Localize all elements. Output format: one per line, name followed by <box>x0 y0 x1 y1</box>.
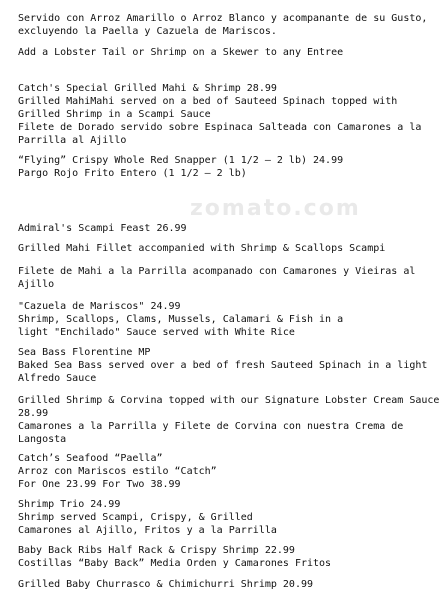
menu-line: Langosta <box>18 434 67 445</box>
menu-line: Servido con Arroz Amarillo o Arroz Blanco y acompanante de su Gusto, <box>18 13 428 24</box>
menu-item-title: Catch's Special Grilled Mahi & Shrimp 28.99 <box>18 83 277 94</box>
menu-line: Pargo Rojo Frito Entero (1 1/2 – 2 lb) <box>18 168 247 179</box>
menu-line: 28.99 <box>18 408 49 419</box>
menu-item-title: Sea Bass Florentine MP <box>18 347 151 358</box>
menu-line: Camarones al Ajillo, Fritos y a la Parrilla <box>18 525 277 536</box>
menu-line: Grilled Shrimp in a Scampi Sauce <box>18 109 211 120</box>
menu-line: Filete de Mahi a la Parrilla acompanado con Camarones y Vieiras al <box>18 266 416 277</box>
watermark: zomato.com <box>190 196 361 221</box>
menu-line: Grilled Mahi Fillet accompanied with Shrimp & Scallops Scampi <box>18 243 386 254</box>
menu-item-title: “Flying” Crispy Whole Red Snapper (1 1/2 – 2 lb) 24.99 <box>18 155 344 166</box>
menu-line: For One 23.99 For Two 38.99 <box>18 479 181 490</box>
menu-item-title: Catch’s Seafood “Paella” <box>18 453 163 464</box>
menu-line: Parrilla al Ajillo <box>18 135 127 146</box>
menu-line: Ajillo <box>18 279 55 290</box>
menu-line: excluyendo la Paella y Cazuela de Mariscos. <box>18 26 277 37</box>
menu-line: Costillas “Baby Back” Media Orden y Camarones Fritos <box>18 558 332 569</box>
menu-line: Arroz con Mariscos estilo “Catch” <box>18 466 217 477</box>
menu-item-title: "Cazuela de Mariscos" 24.99 <box>18 301 181 312</box>
menu-line: Shrimp served Scampi, Crispy, & Grilled <box>18 512 253 523</box>
menu-line: Shrimp, Scallops, Clams, Mussels, Calamari & Fish in a <box>18 314 344 325</box>
menu-line: Camarones a la Parrilla y Filete de Corvina con nuestra Crema de <box>18 421 404 432</box>
menu-line: light "Enchilado" Sauce served with White Rice <box>18 327 295 338</box>
menu-line: Alfredo Sauce <box>18 373 97 384</box>
menu-line: Grilled MahiMahi served on a bed of Sauteed Spinach topped with <box>18 96 398 107</box>
menu-item-title: Shrimp Trio 24.99 <box>18 499 121 510</box>
menu-item-title: Grilled Baby Churrasco & Chimichurri Shrimp 20.99 <box>18 579 314 590</box>
menu-line: Baked Sea Bass served over a bed of fresh Sauteed Spinach in a light <box>18 360 428 371</box>
menu-item-title: Admiral's Scampi Feast 26.99 <box>18 223 187 234</box>
menu-line: Add a Lobster Tail or Shrimp on a Skewer to any Entree <box>18 47 344 58</box>
menu-line: Filete de Dorado servido sobre Espinaca Salteada con Camarones a la <box>18 122 422 133</box>
menu-item-title: Grilled Shrimp & Corvina topped with our Signature Lobster Cream Sauce <box>18 395 440 406</box>
menu-item-title: Baby Back Ribs Half Rack & Crispy Shrimp 22.99 <box>18 545 295 556</box>
